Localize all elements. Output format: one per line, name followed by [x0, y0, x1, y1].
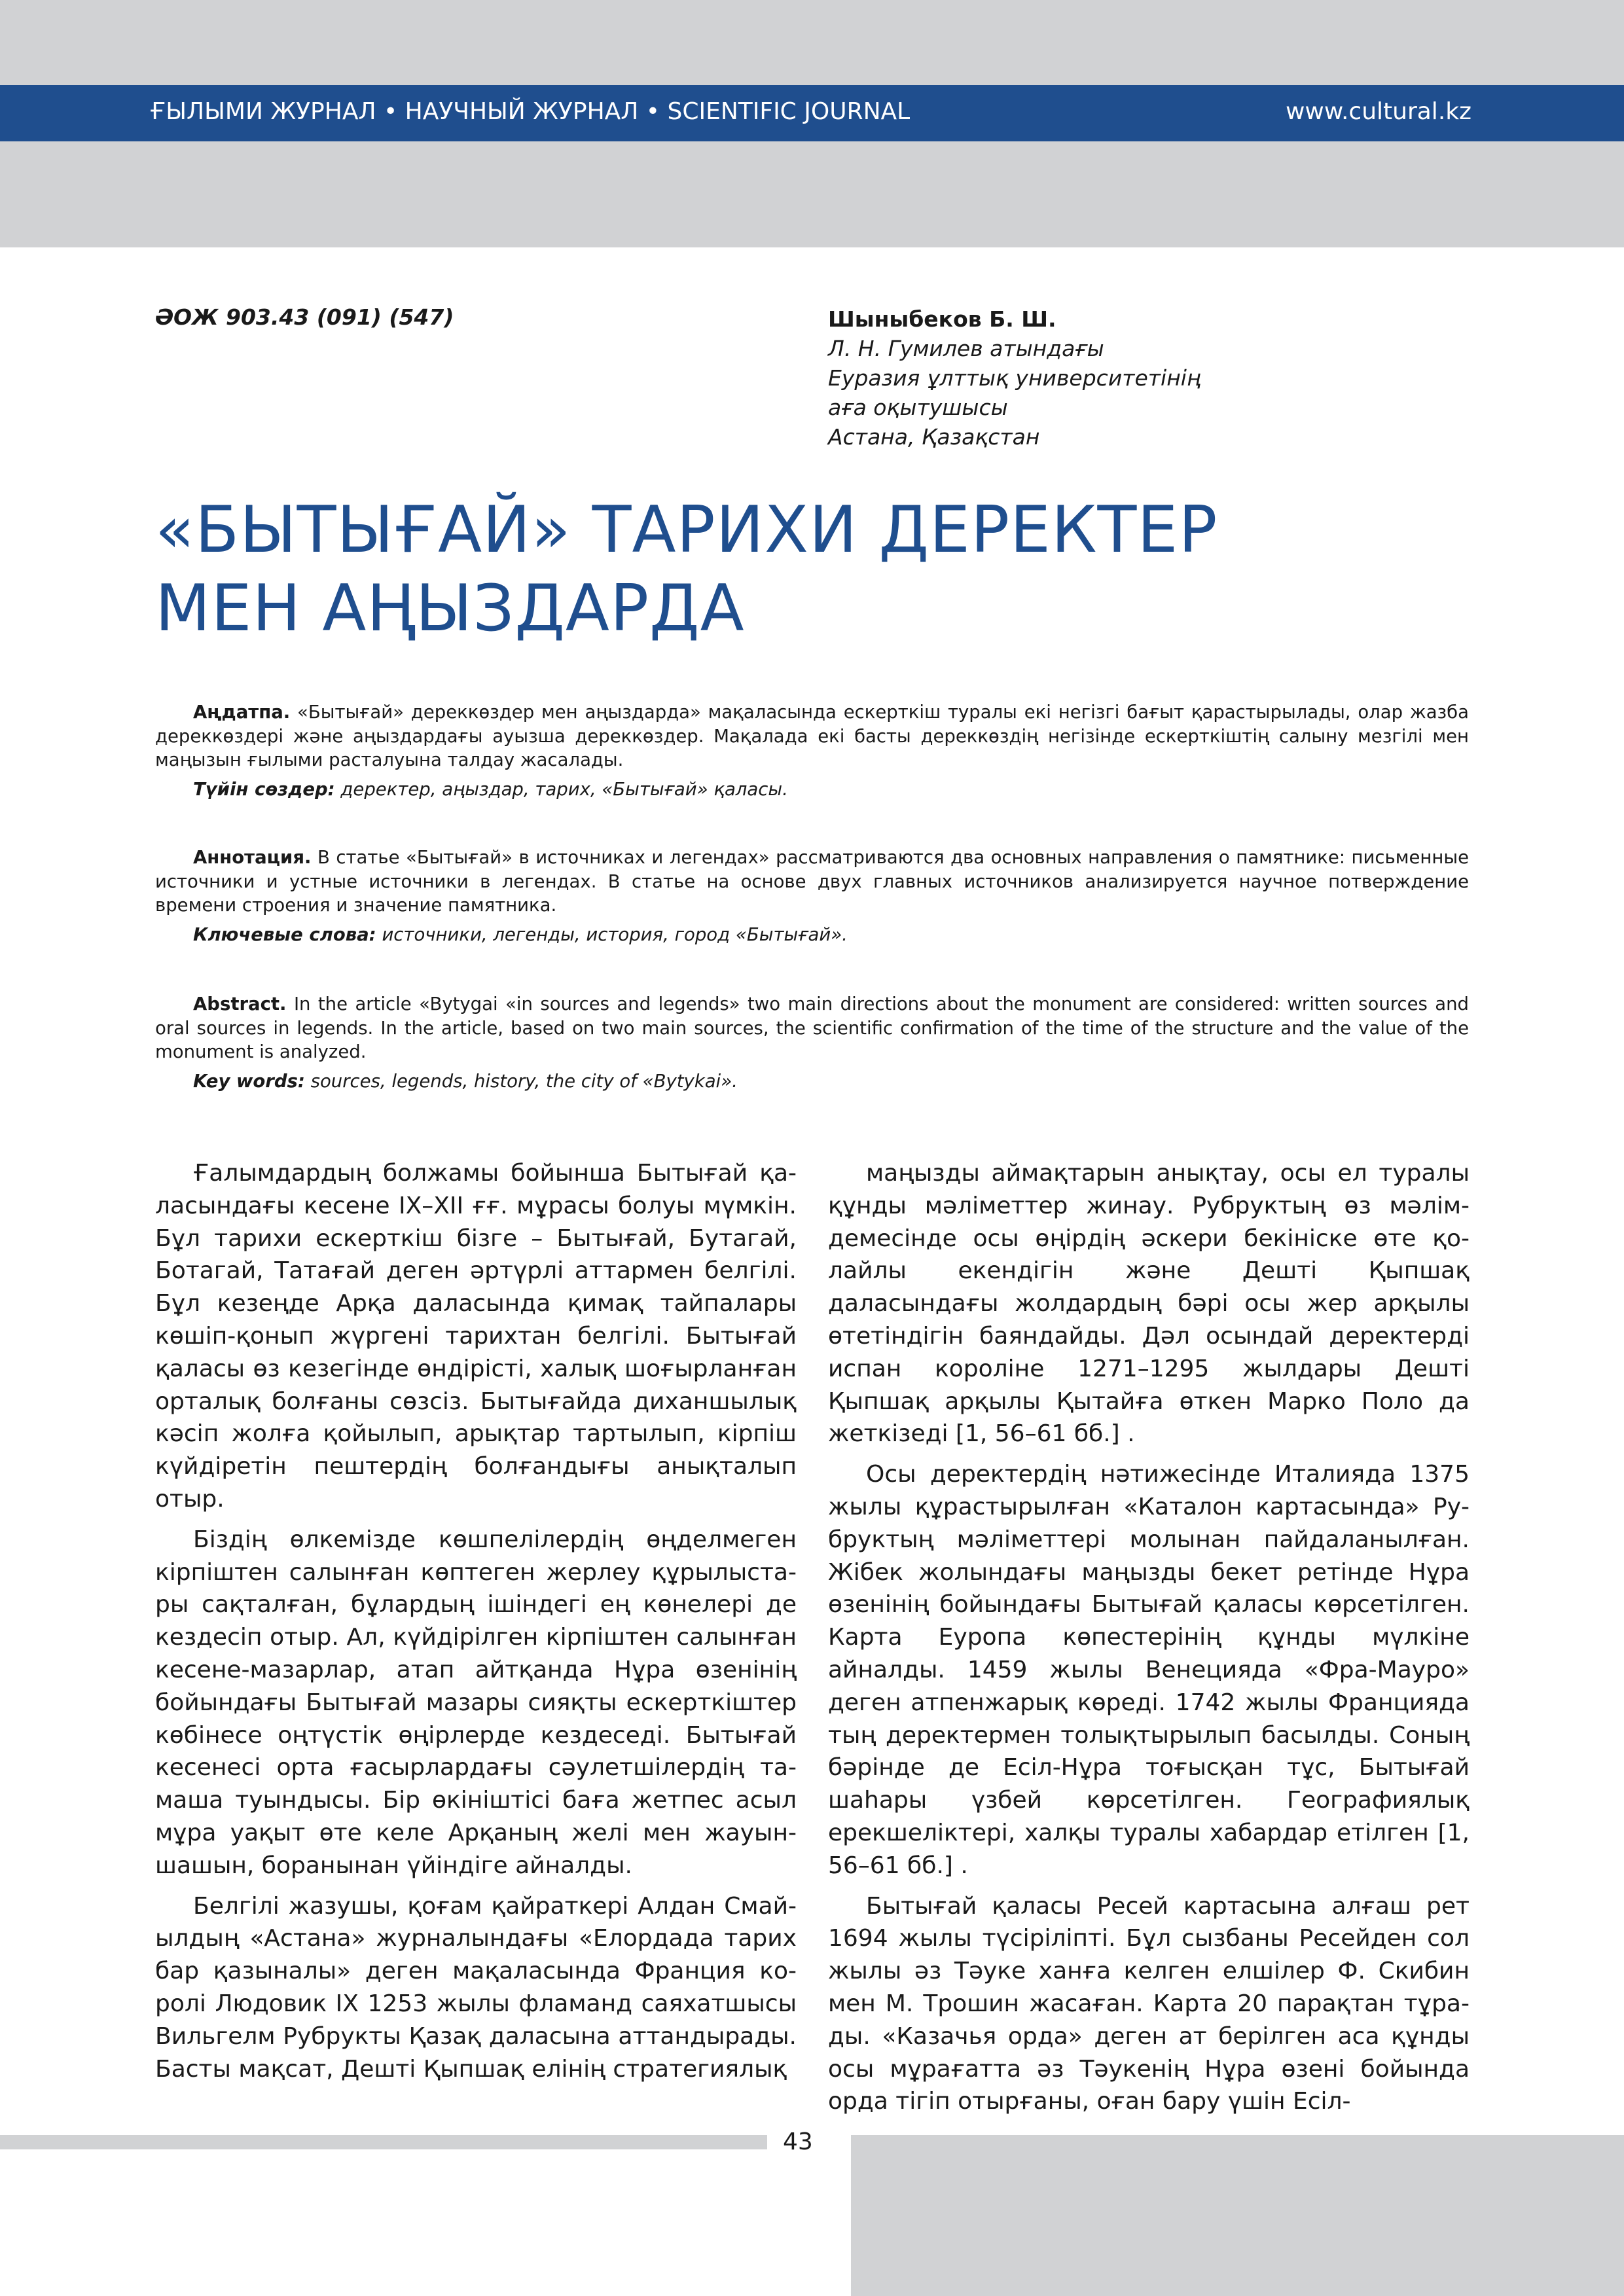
abstract-label: Аннотация.: [193, 847, 312, 868]
udk-code: ӘОЖ 903.43 (091) (547): [155, 304, 454, 330]
article-title-line: «БЫТЫҒАЙ» ТАРИХИ ДЕРЕКТЕР: [155, 493, 1218, 567]
body-paragraph: Бытығай қаласы Ресей картасына алғаш рет 1694 жылы түсірiлiптi. Бұл сызбаны Ресейден сол жылы әз Тәуке ханға келген елшілер Ф. Скибин мен М. Трошин жасаған. Карта 20 парақтан тұрады. «Казачья орда» деген ат берілген аса құнды осы мұрағатта әз Тәукенің Нұра өзені бойында орда тігіп отырғаны, оған бару үшін Есіл-: [828, 1892, 1470, 2115]
body-paragraph: Осы деректердің нәтижесінде Италияда 1375 жылы құрастырылған «Каталон картасында» Рубруктың мәліметтері молынан пайдаланылған. Жібек жолындағы маңызды бекет ретінде Нұра өзенінің бойындағы Бытығай қаласы көрсетілген. Карта Еуропа көпестерінің құнды мүлкіне айналды. 1459 жылы Венецияда «Фра-Мауро» деген атпенжарық көреді. 1742 жылы Францияда тың деректермен толықтырылып басылды. Соның бәрінде де Есіл-Нұра тоғысқан тұс, Бытығай шаһары үзбей көрсетілген. Географиялық ерекшеліктері, халқы туралы хабардар етілген [1, 56–61 бб.] .: [828, 1461, 1470, 1879]
abstract-label: Abstract.: [193, 994, 287, 1014]
body-paragraph: Ғалымдардың болжамы бойынша Бытығай қаласындағы кесене IX–XII ғғ. мұрасы болуы мүмкін. Бұл тарихи ескерткіш бізге – Бытығай, Бутагай, Ботагай, Татағай деген әртүрлі аттармен белгілі. Бұл кезеңде Арқа даласында қимақ тайпалары көшіп-қонып жүргені тарихтан белгілі. Бытығай қаласы өз кезегінде өндірісті, халық шоғырланған орталық болғаны сөзсіз. Бытығайда диханшылық кәсіп жолға қойылып, арықтар тартылып, кірпіш күйдіретін пештердің болғандығы анықталып отыр.: [155, 1160, 797, 1513]
keywords-text: sources, legends, history, the city of «Bytykai».: [310, 1070, 738, 1092]
abstract-label: Аңдатпа.: [193, 702, 291, 723]
author-name: Шыныбеков Б. Ш.: [828, 306, 1056, 332]
keywords-text: деректер, аңыздар, тарих, «Бытығай» қаласы.: [340, 778, 788, 800]
keywords-label: Key words:: [193, 1070, 305, 1092]
footer-rule: [0, 2135, 767, 2149]
author-affiliation-line: Еуразия ұлттық университетінің: [828, 365, 1201, 391]
journal-name: ҒЫЛЫМИ ЖУРНАЛ • НАУЧНЫЙ ЖУРНАЛ • SCIENTIFIC JOURNAL: [150, 98, 911, 125]
article-title: [155, 491, 1490, 648]
body-column-left: [155, 1157, 797, 2093]
body-column-right: [828, 1157, 1470, 2126]
article-title-line: МЕН АҢЫЗДАРДА: [155, 571, 745, 646]
abstract-text: «Бытығай» дереккөздер мен аңыздарда» мақаласында ескерткіш туралы екі негізгі бағыт қарастырылады, олар жазба дереккөздері және аңыздардағы ауызша дереккөздер. Мақалада екі басты дереккөздің негізінде ескерткіштің салыну мезгілі мен маңызын ғылыми расталуына талдау жасалады.: [155, 702, 1469, 770]
abstract-russian: [155, 846, 1469, 946]
author-block: [828, 304, 1201, 452]
journal-header-bar: [0, 85, 1624, 141]
footer-band: [851, 2135, 1624, 2296]
body-paragraph: маңызды аймақтарын анықтау, осы ел туралы құнды мәліметтер жинау. Рубруктың өз мәлімдемесінде осы өңірдің әскери бекініске өте қолайлы екендігін және Дешті Қыпшақ даласындағы жолдардың бәрі осы жер арқылы өтетіндігін баяндайды. Дәл осындай деректерді испан короліне 1271–1295 жылдары Дешті Қыпшақ арқылы Қытайға өткен Марко Поло да жеткізеді [1, 56–61 бб.] .: [828, 1160, 1470, 1448]
author-affiliation-line: аға оқытушысы: [828, 395, 1008, 420]
keywords-text: источники, легенды, история, город «Бытығай».: [382, 924, 848, 945]
journal-website[interactable]: www.cultural.kz: [1285, 98, 1471, 125]
abstract-english: [155, 992, 1469, 1093]
author-affiliation-line: Л. Н. Гумилев атындағы: [828, 336, 1104, 361]
page-number: 43: [783, 2128, 813, 2155]
abstract-text: В статье «Бытығай» в источниках и легендах» рассматриваются два основных направления о памятнике: письменные источники и устные источники в легендах. В статье на основе двух главных источников анализируется научное потверждение времени строения и значение памятника.: [155, 847, 1469, 916]
keywords-label: Ключевые слова:: [193, 924, 376, 945]
body-paragraph: Біздің өлкемізде көшпелілердің өңделмеген кірпіштен салынған көптеген жерлеу құрылыстары сақталған, бұлардың ішіндегі ең көнелері де кездесіп отыр. Ал, күйдірілген кірпіштен салынған кесене-мазарлар, атап айтқанда Нұра өзенінің бойындағы Бытығай мазары сияқты ескерткіштер көбінесе оңтүстік өңірлерде кездеседі. Бытығай кесенесі орта ғасырлардағы сәулетшілердің тамаша туындысы. Бір өкініштісі баға жетпес асыл мұра уақыт өте келе Арқаның желі мен жауын-шашын, боранынан үйіндіге айналды.: [155, 1526, 797, 1879]
abstract-text: In the article «Bytygai «in sources and legends» two main directions about the monument are considered: written sources and oral sources in legends. In the article, based on two main sources, the scientific confirmation of the time of the structure and the value of the monument is analyzed.: [155, 994, 1469, 1062]
author-affiliation-line: Астана, Қазақстан: [828, 424, 1040, 450]
keywords-label: Түйін сөздер:: [193, 778, 335, 800]
abstract-kazakh: [155, 700, 1469, 801]
body-paragraph: Белгілі жазушы, қоғам қайраткері Алдан Смайылдың «Астана» журналындағы «Елордада тарих бар қазыналы» деген мақаласында Франция королі Людовик IX 1253 жылы фламанд саяхатшысы Вильгелм Рубрукты Қазақ даласына аттандырады. Басты мақсат, Дешті Қыпшақ елінің стратегиялық: [155, 1892, 797, 2083]
